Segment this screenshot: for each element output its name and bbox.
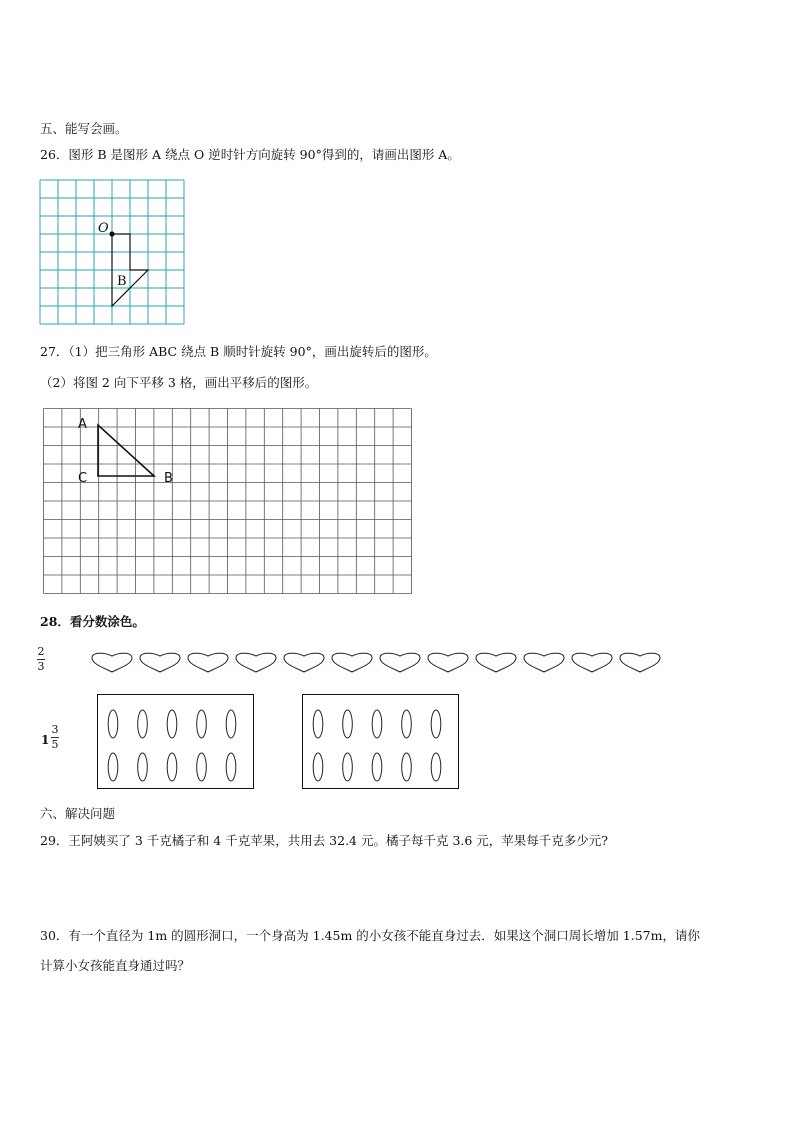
oval-shape[interactable]	[431, 753, 441, 781]
oval-shape[interactable]	[226, 753, 236, 781]
oval-shape[interactable]	[431, 710, 441, 738]
oval-shape[interactable]	[167, 710, 177, 738]
heart-shape[interactable]	[620, 653, 660, 672]
q27-grid-figure[interactable]	[43, 408, 414, 594]
heart-shape[interactable]	[572, 653, 612, 672]
vertex-b-label: B	[164, 471, 173, 486]
question-27-part2-text: （2）将图 2 向下平移 3 格，画出平移后的图形。	[40, 375, 318, 390]
heart-shape[interactable]	[428, 653, 468, 672]
fraction1-denominator: 3	[37, 660, 45, 673]
oval-shape[interactable]	[138, 753, 148, 781]
fraction-two-thirds	[37, 646, 45, 673]
point-o-label: O	[98, 221, 109, 236]
heart-shape[interactable]	[92, 653, 132, 672]
oval-shape[interactable]	[372, 753, 382, 781]
oval-shape[interactable]	[402, 753, 412, 781]
heart-shape[interactable]	[476, 653, 516, 672]
heart-shape[interactable]	[236, 653, 276, 672]
vertex-c-label: C	[78, 471, 88, 486]
oval-shape[interactable]	[197, 753, 207, 781]
ovals-box-1[interactable]	[97, 694, 254, 789]
oval-shape[interactable]	[402, 710, 412, 738]
heart-shape[interactable]	[188, 653, 228, 672]
question-30-text-line1: 30．有一个直径为 1m 的圆形洞口，一个身高为 1.45m 的小女孩不能直身过去．如果这个洞口周长增加 1.57m，请你	[40, 928, 700, 943]
fraction2-denominator: 5	[51, 738, 59, 751]
figure-b-label: B	[117, 274, 127, 289]
oval-shape[interactable]	[108, 753, 118, 781]
question-29-text: 29．王阿姨买了 3 千克橘子和 4 千克苹果，共用去 32.4 元。橘子每千克 3.6 元，苹果每千克多少元?	[40, 833, 609, 848]
triangle-abc	[98, 425, 154, 476]
heart-shape[interactable]	[332, 653, 372, 672]
heart-shape[interactable]	[140, 653, 180, 672]
fraction2-numerator: 3	[51, 723, 59, 736]
q26-grid-figure[interactable]	[38, 178, 186, 326]
question-30-text-line2: 计算小女孩能直身通过吗？	[40, 958, 191, 973]
point-o-dot	[109, 231, 114, 236]
oval-shape[interactable]	[167, 753, 177, 781]
heart-shape[interactable]	[380, 653, 420, 672]
section-6-heading: 六、解决问题	[40, 806, 116, 821]
oval-shape[interactable]	[343, 753, 353, 781]
oval-shape[interactable]	[313, 753, 323, 781]
heart-shape[interactable]	[524, 653, 564, 672]
oval-shape[interactable]	[343, 710, 353, 738]
oval-shape[interactable]	[226, 710, 236, 738]
hearts-row[interactable]	[90, 650, 662, 674]
question-27-part1-text: 27．（1）把三角形 ABC 绕点 B 顺时针旋转 90°，画出旋转后的图形。	[40, 344, 437, 359]
oval-shape[interactable]	[372, 710, 382, 738]
ovals-box-2[interactable]	[302, 694, 459, 789]
oval-shape[interactable]	[108, 710, 118, 738]
vertex-a-label: A	[78, 417, 87, 432]
oval-shape[interactable]	[138, 710, 148, 738]
question-26-text: 26．图形 B 是图形 A 绕点 O 逆时针方向旋转 90°得到的，请画出图形 A。	[40, 147, 460, 162]
fraction1-numerator: 2	[37, 645, 45, 658]
fraction2-whole: 1	[41, 733, 50, 747]
oval-shape[interactable]	[313, 710, 323, 738]
oval-shape[interactable]	[197, 710, 207, 738]
fraction-one-and-three-fifths	[51, 724, 59, 751]
section-5-heading: 五、能写会画。	[40, 121, 128, 136]
heart-shape[interactable]	[284, 653, 324, 672]
question-28-text: 28．看分数涂色。	[40, 614, 145, 629]
